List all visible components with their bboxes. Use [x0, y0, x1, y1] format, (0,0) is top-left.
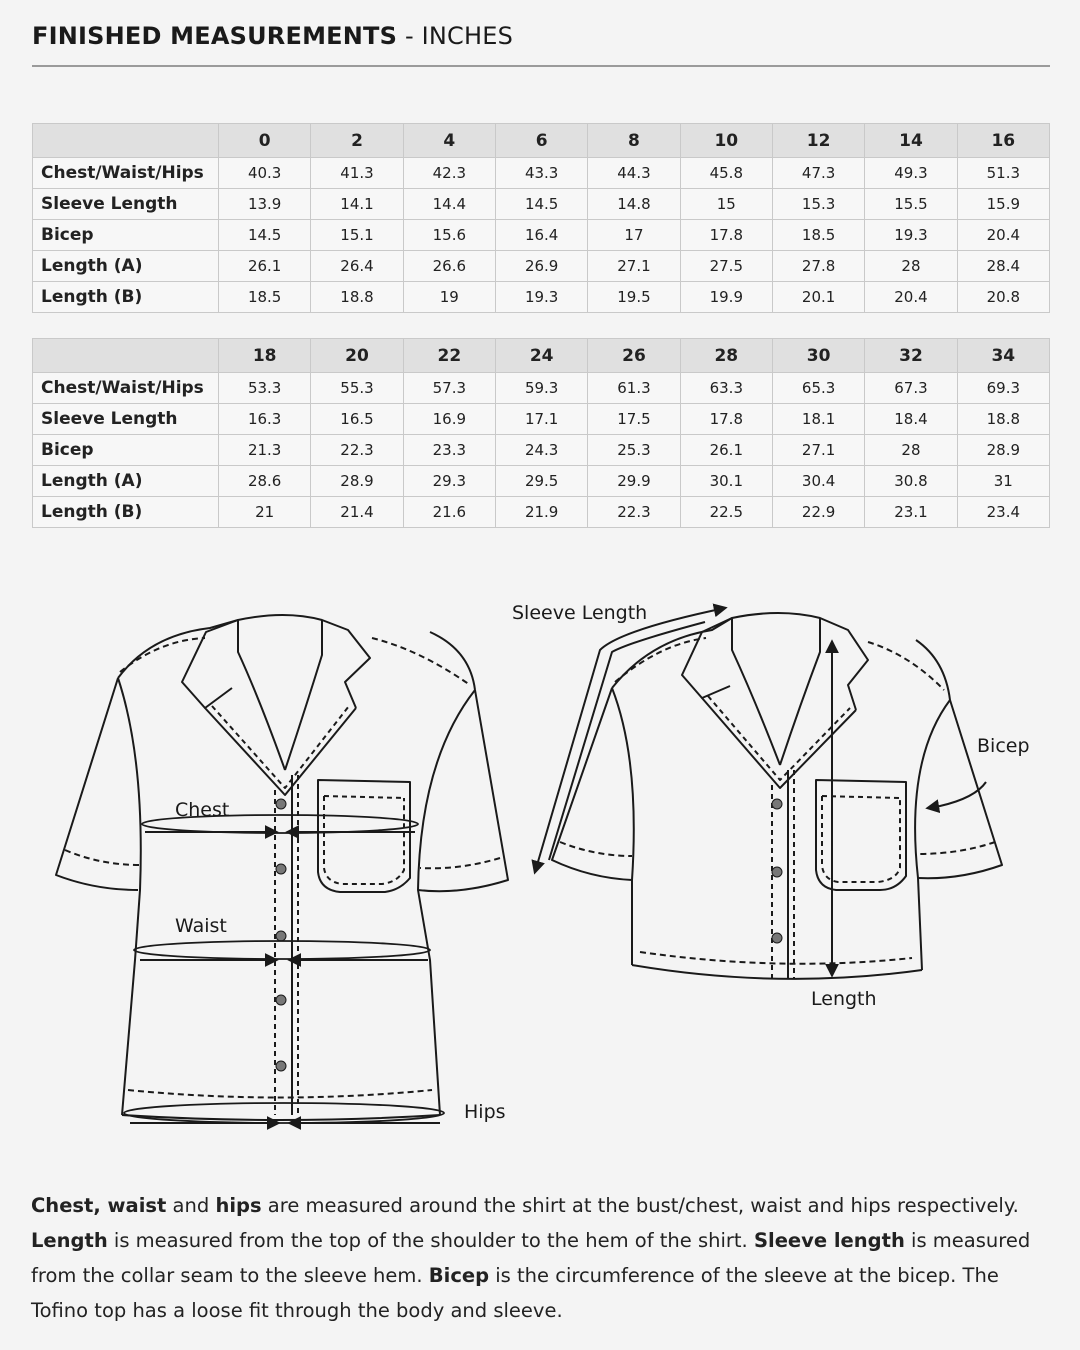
- table-row: [33, 251, 1050, 282]
- table-cell: 57.3: [403, 373, 495, 404]
- table-cell: 27.1: [772, 435, 864, 466]
- corner-cell: [33, 339, 219, 373]
- table-cell: 16.5: [311, 404, 403, 435]
- hips-label: Hips: [464, 1101, 506, 1123]
- row-label: Chest/Waist/Hips: [33, 158, 219, 189]
- table-cell: 30.8: [865, 466, 957, 497]
- table-cell: 28.4: [957, 251, 1049, 282]
- sleeve-length-label: Sleeve Length: [512, 602, 648, 624]
- table-cell: 28.9: [957, 435, 1049, 466]
- table-cell: 19: [403, 282, 495, 313]
- table-cell: 15.1: [311, 220, 403, 251]
- table-cell: 30.4: [772, 466, 864, 497]
- table-row: [33, 497, 1050, 528]
- table-cell: 21: [219, 497, 311, 528]
- table-cell: 43.3: [495, 158, 587, 189]
- size-header-cell: 20: [311, 339, 403, 373]
- size-header-cell: 32: [865, 339, 957, 373]
- table-cell: 40.3: [219, 158, 311, 189]
- row-label: Length (A): [33, 251, 219, 282]
- garment-diagram: [0, 560, 1080, 1160]
- table-cell: 14.8: [588, 189, 680, 220]
- table-cell: 24.3: [495, 435, 587, 466]
- size-header-cell: 8: [588, 124, 680, 158]
- table-cell: 20.8: [957, 282, 1049, 313]
- table-cell: 21.9: [495, 497, 587, 528]
- table-cell: 23.1: [865, 497, 957, 528]
- front-shirt-drawing: [56, 615, 508, 1123]
- table-cell: 44.3: [588, 158, 680, 189]
- table-cell: 29.9: [588, 466, 680, 497]
- table-cell: 65.3: [772, 373, 864, 404]
- table-cell: 26.1: [680, 435, 772, 466]
- table-cell: 26.1: [219, 251, 311, 282]
- measurements-table-1: [32, 123, 1050, 313]
- table-cell: 26.4: [311, 251, 403, 282]
- table-cell: 69.3: [957, 373, 1049, 404]
- table-row: [33, 189, 1050, 220]
- table-cell: 15.5: [865, 189, 957, 220]
- size-header-cell: 28: [680, 339, 772, 373]
- table-cell: 26.9: [495, 251, 587, 282]
- table-cell: 28.6: [219, 466, 311, 497]
- table-cell: 53.3: [219, 373, 311, 404]
- table-cell: 29.3: [403, 466, 495, 497]
- table-cell: 21.4: [311, 497, 403, 528]
- size-header-cell: 2: [311, 124, 403, 158]
- table-cell: 41.3: [311, 158, 403, 189]
- table-cell: 15.6: [403, 220, 495, 251]
- size-header-cell: 6: [495, 124, 587, 158]
- size-header-cell: 0: [219, 124, 311, 158]
- table-cell: 17.1: [495, 404, 587, 435]
- table-cell: 14.1: [311, 189, 403, 220]
- table-cell: 28: [865, 251, 957, 282]
- table-row: [33, 220, 1050, 251]
- row-label: Bicep: [33, 220, 219, 251]
- corner-cell: [33, 124, 219, 158]
- table-cell: 19.9: [680, 282, 772, 313]
- measurements-table-2: [32, 338, 1050, 528]
- row-label: Length (B): [33, 497, 219, 528]
- table-cell: 19.3: [495, 282, 587, 313]
- waist-label: Waist: [175, 915, 227, 937]
- table-cell: 27.5: [680, 251, 772, 282]
- table-cell: 14.4: [403, 189, 495, 220]
- table-cell: 59.3: [495, 373, 587, 404]
- table-cell: 18.4: [865, 404, 957, 435]
- size-header-cell: 18: [219, 339, 311, 373]
- bicep-label: Bicep: [977, 735, 1030, 757]
- table-cell: 25.3: [588, 435, 680, 466]
- table-cell: 28.9: [311, 466, 403, 497]
- table-cell: 45.8: [680, 158, 772, 189]
- table-cell: 14.5: [219, 220, 311, 251]
- table-cell: 18.5: [772, 220, 864, 251]
- chest-label: Chest: [175, 799, 230, 821]
- table-cell: 16.3: [219, 404, 311, 435]
- size-header-row: [33, 339, 1050, 373]
- row-label: Sleeve Length: [33, 189, 219, 220]
- size-header-cell: 22: [403, 339, 495, 373]
- table-cell: 21.6: [403, 497, 495, 528]
- table-cell: 22.9: [772, 497, 864, 528]
- table-cell: 16.9: [403, 404, 495, 435]
- table-cell: 13.9: [219, 189, 311, 220]
- table-cell: 22.3: [588, 497, 680, 528]
- size-header-cell: 24: [495, 339, 587, 373]
- table-cell: 19.3: [865, 220, 957, 251]
- table-cell: 31: [957, 466, 1049, 497]
- table-row: [33, 373, 1050, 404]
- table-cell: 51.3: [957, 158, 1049, 189]
- size-header-cell: 12: [772, 124, 864, 158]
- table-cell: 17.8: [680, 220, 772, 251]
- table-cell: 55.3: [311, 373, 403, 404]
- table-cell: 18.8: [311, 282, 403, 313]
- table-cell: 49.3: [865, 158, 957, 189]
- table-row: [33, 282, 1050, 313]
- table-cell: 26.6: [403, 251, 495, 282]
- table-row: [33, 158, 1050, 189]
- cropped-shirt-drawing: [535, 608, 1002, 979]
- table-cell: 28: [865, 435, 957, 466]
- table-cell: 18.1: [772, 404, 864, 435]
- table-cell: 30.1: [680, 466, 772, 497]
- size-header-cell: 4: [403, 124, 495, 158]
- row-label: Sleeve Length: [33, 404, 219, 435]
- table-cell: 23.3: [403, 435, 495, 466]
- measurement-description: Chest, waist and hips are measured around the shirt at the bust/chest, waist and hips respectively. Length is measured from the top of the shoulder to the hem of the shirt. Sleeve length is measured from the collar seam to the sleeve hem. Bicep is the circumference of the sleeve at the bicep. The Tofino top has a loose fit through the body and sleeve.: [31, 1194, 1031, 1322]
- size-header-cell: 10: [680, 124, 772, 158]
- table-cell: 29.5: [495, 466, 587, 497]
- table-cell: 17: [588, 220, 680, 251]
- table-cell: 18.5: [219, 282, 311, 313]
- table-cell: 17.8: [680, 404, 772, 435]
- table-cell: 18.8: [957, 404, 1049, 435]
- table-cell: 27.8: [772, 251, 864, 282]
- table-cell: 17.5: [588, 404, 680, 435]
- table-cell: 67.3: [865, 373, 957, 404]
- size-header-cell: 34: [957, 339, 1049, 373]
- row-label: Chest/Waist/Hips: [33, 373, 219, 404]
- table-cell: 20.4: [957, 220, 1049, 251]
- row-label: Length (B): [33, 282, 219, 313]
- page-title: FINISHED MEASUREMENTS - INCHES: [32, 22, 514, 50]
- table-cell: 20.1: [772, 282, 864, 313]
- table-cell: 15.9: [957, 189, 1049, 220]
- table-row: [33, 404, 1050, 435]
- table-row: [33, 435, 1050, 466]
- table-cell: 16.4: [495, 220, 587, 251]
- size-header-cell: 16: [957, 124, 1049, 158]
- table-cell: 22.3: [311, 435, 403, 466]
- title-divider: [32, 65, 1050, 67]
- row-label: Length (A): [33, 466, 219, 497]
- size-header-row: [33, 124, 1050, 158]
- table-row: [33, 466, 1050, 497]
- table-cell: 47.3: [772, 158, 864, 189]
- table-cell: 15.3: [772, 189, 864, 220]
- size-header-cell: 26: [588, 339, 680, 373]
- table-cell: 21.3: [219, 435, 311, 466]
- table-cell: 42.3: [403, 158, 495, 189]
- table-cell: 14.5: [495, 189, 587, 220]
- size-header-cell: 14: [865, 124, 957, 158]
- table-cell: 15: [680, 189, 772, 220]
- table-cell: 61.3: [588, 373, 680, 404]
- size-header-cell: 30: [772, 339, 864, 373]
- table-cell: 27.1: [588, 251, 680, 282]
- table-cell: 19.5: [588, 282, 680, 313]
- table-cell: 22.5: [680, 497, 772, 528]
- table-cell: 63.3: [680, 373, 772, 404]
- table-cell: 20.4: [865, 282, 957, 313]
- table-cell: 23.4: [957, 497, 1049, 528]
- row-label: Bicep: [33, 435, 219, 466]
- length-label: Length: [811, 988, 877, 1010]
